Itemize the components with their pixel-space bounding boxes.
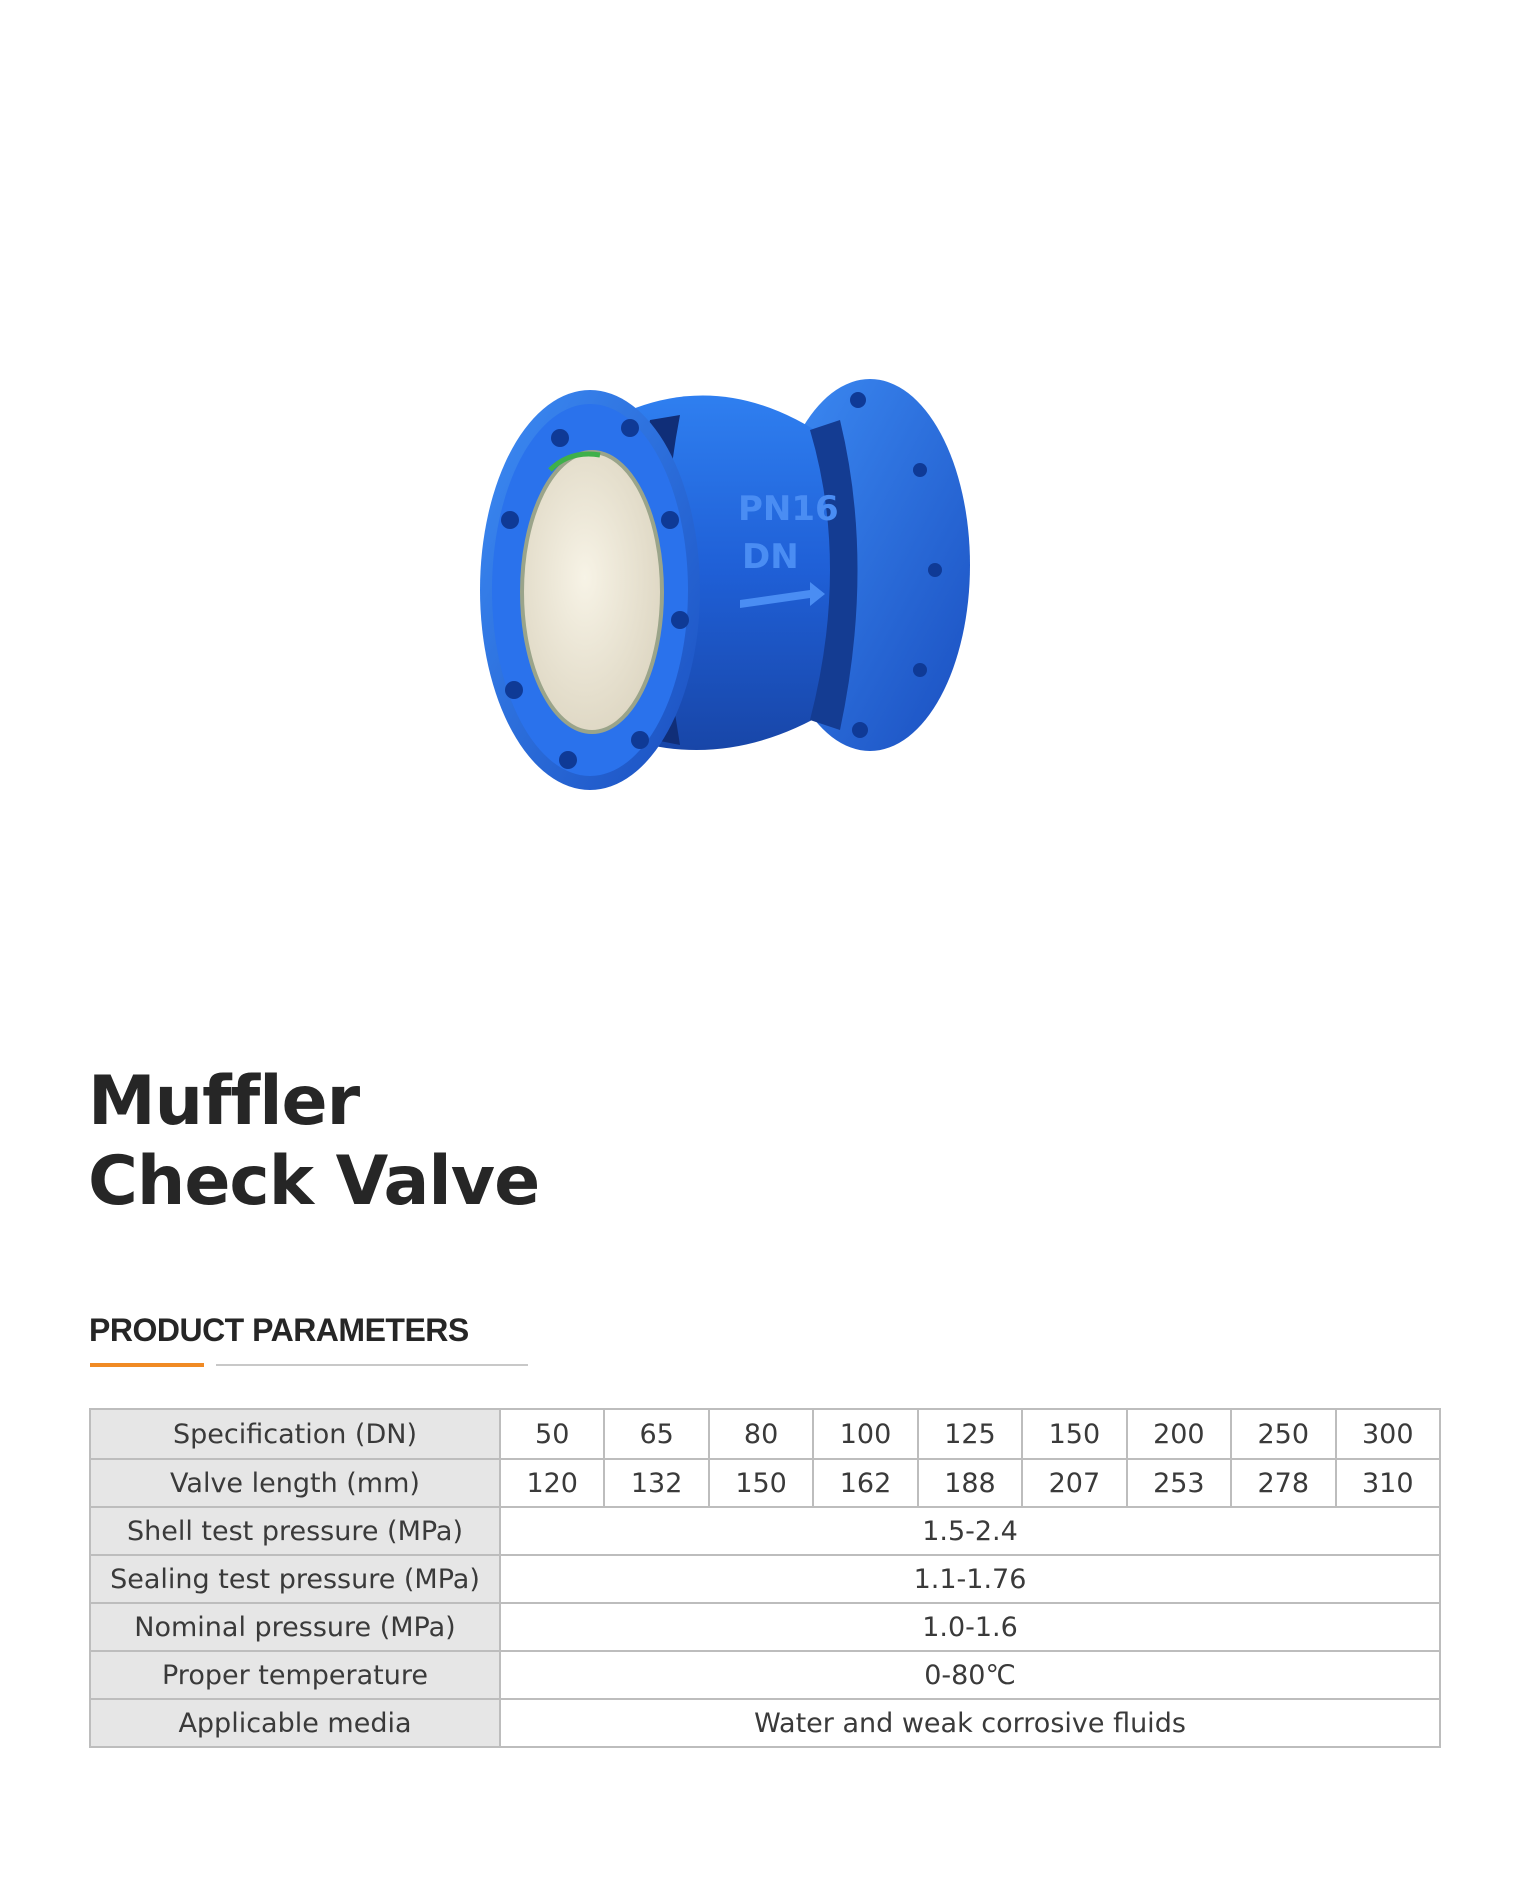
row-label: Proper temperature xyxy=(90,1651,500,1699)
table-cell: 80 xyxy=(709,1409,813,1459)
parameters-table xyxy=(89,1408,1441,1748)
table-cell: 125 xyxy=(918,1409,1022,1459)
table-cell: 50 xyxy=(500,1409,604,1459)
table-cell: 65 xyxy=(604,1409,708,1459)
table-row xyxy=(90,1409,1440,1459)
heading-underline xyxy=(216,1364,528,1366)
row-label: Shell test pressure (MPa) xyxy=(90,1507,500,1555)
row-label: Applicable media xyxy=(90,1699,500,1747)
table-cell: 1.0-1.6 xyxy=(500,1603,1440,1651)
table-cell: 150 xyxy=(1022,1409,1126,1459)
row-label: Sealing test pressure (MPa) xyxy=(90,1555,500,1603)
valve-product-image xyxy=(480,320,1000,850)
table-cell: 200 xyxy=(1127,1409,1231,1459)
row-label: Nominal pressure (MPa) xyxy=(90,1603,500,1651)
table-cell: 120 xyxy=(500,1459,604,1507)
product-title xyxy=(88,1062,539,1222)
table-cell: 253 xyxy=(1127,1459,1231,1507)
table-cell: 100 xyxy=(813,1409,917,1459)
body-marking-mid: DN xyxy=(742,537,799,577)
table-cell: 0-80℃ xyxy=(500,1651,1440,1699)
body-marking-top: PN16 xyxy=(738,489,839,529)
table-row xyxy=(90,1555,1440,1603)
table-row xyxy=(90,1603,1440,1651)
product-title-line-1: Muffler xyxy=(88,1062,360,1141)
table-cell: 278 xyxy=(1231,1459,1335,1507)
table-cell: 1.5-2.4 xyxy=(500,1507,1440,1555)
table-cell: 150 xyxy=(709,1459,813,1507)
table-cell: 1.1-1.76 xyxy=(500,1555,1440,1603)
table-cell: Water and weak corrosive fluids xyxy=(500,1699,1440,1747)
section-heading: PRODUCT PARAMETERS xyxy=(89,1312,469,1348)
table-cell: 132 xyxy=(604,1459,708,1507)
table-row xyxy=(90,1699,1440,1747)
table-cell: 207 xyxy=(1022,1459,1126,1507)
valve-disc xyxy=(522,452,662,732)
table-cell: 162 xyxy=(813,1459,917,1507)
table-cell: 188 xyxy=(918,1459,1022,1507)
table-cell: 310 xyxy=(1336,1459,1441,1507)
table-row xyxy=(90,1459,1440,1507)
product-title-line-2: Check Valve xyxy=(88,1142,540,1221)
row-label: Valve length (mm) xyxy=(90,1459,500,1507)
table-row xyxy=(90,1651,1440,1699)
table-cell: 300 xyxy=(1336,1409,1441,1459)
row-label: Specification (DN) xyxy=(90,1409,500,1459)
table-cell: 250 xyxy=(1231,1409,1335,1459)
table-row xyxy=(90,1507,1440,1555)
heading-underline-accent xyxy=(90,1363,204,1367)
